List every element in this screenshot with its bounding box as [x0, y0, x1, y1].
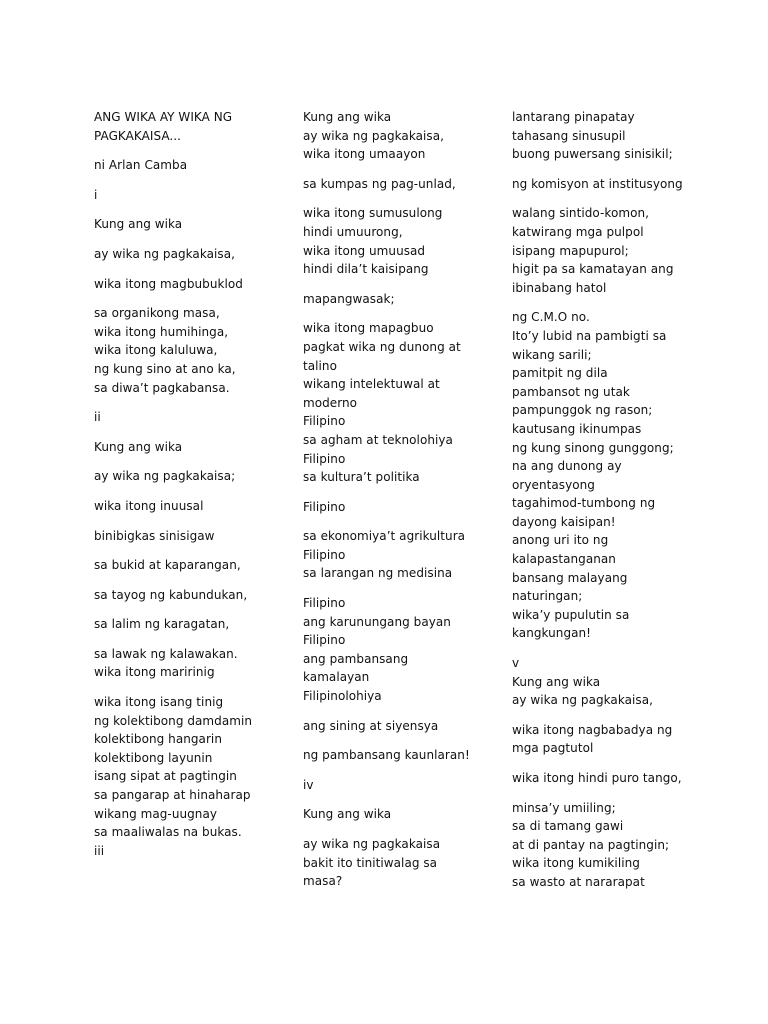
- poem-line: Kung ang wika: [303, 807, 392, 822]
- poem-line: wika itong sumusulong: [303, 206, 443, 221]
- stanza: [512, 204, 712, 297]
- stanza: [303, 717, 503, 736]
- stanza: [303, 527, 503, 583]
- poem-line: ng kung sino at ano ka,: [94, 361, 236, 376]
- stanza: [303, 746, 503, 765]
- stanza: [94, 556, 294, 575]
- poem-line: ng pambansang kaunlaran!: [303, 748, 470, 763]
- poem-line: anong uri ito ng: [512, 533, 609, 548]
- poem-line: naturingan;: [512, 589, 583, 604]
- poem-line: kalapastanganan: [512, 552, 616, 567]
- poem-line: kolektibong hangarin: [94, 732, 222, 747]
- stanza: [303, 204, 503, 278]
- stanza: [94, 645, 294, 682]
- stanza: [94, 408, 294, 427]
- stanza: [94, 467, 294, 486]
- poem-line: ang pambansang: [303, 651, 409, 666]
- poem-line: sa kultura’t politika: [303, 470, 420, 485]
- poem-line: bansang malayang: [512, 570, 628, 585]
- poem-column-1: [94, 108, 294, 871]
- stanza: [512, 799, 712, 892]
- stanza: [94, 527, 294, 546]
- poem-line: sa bukid at kaparangan,: [94, 558, 241, 573]
- poem-line: sa diwa’t pagkabansa.: [94, 380, 230, 395]
- poem-line: mapangwasak;: [303, 291, 395, 306]
- poem-line: iv: [303, 777, 314, 792]
- poem-line: wika itong isang tinig: [94, 695, 224, 710]
- poem-line: masa?: [303, 874, 343, 889]
- poem-line: tahasang sinusupil: [512, 128, 626, 143]
- poem-line: Filipino: [303, 499, 346, 514]
- stanza: [94, 438, 294, 457]
- poem-line: ng kung sinong gunggong;: [512, 440, 674, 455]
- poem-line: pagkat wika ng dunong at: [303, 339, 461, 354]
- poem-line: wika itong maririnig: [94, 665, 215, 680]
- poem-line: ANG WIKA AY WIKA NG: [94, 110, 233, 124]
- poem-line: Kung ang wika: [94, 439, 183, 454]
- poem-line: Kung ang wika: [94, 217, 183, 232]
- poem-line: oryentasyong: [512, 477, 595, 492]
- poem-line: walang sintido-komon,: [512, 206, 649, 221]
- stanza: [94, 615, 294, 634]
- poem-line: pampunggok ng rason;: [512, 403, 653, 418]
- poem-line: wikang intelektuwal at: [303, 377, 440, 392]
- poem-line: bakit ito tinitiwalag sa: [303, 855, 438, 870]
- poem-line: wika itong umuusad: [303, 243, 426, 258]
- poem-line: wika itong kumikiling: [512, 856, 640, 871]
- poem-line: wika itong inuusal: [94, 498, 204, 513]
- poem-line: higit pa sa kamatayan ang: [512, 262, 674, 277]
- poem-column-2: [303, 108, 503, 902]
- stanza: [303, 108, 503, 164]
- stanza: [303, 805, 503, 824]
- poem-line: mga pagtutol: [512, 741, 594, 756]
- stanza: [512, 175, 712, 194]
- poem-line: binibigkas sinisigaw: [94, 528, 215, 543]
- stanza: [512, 769, 712, 788]
- poem-line: i: [94, 187, 98, 202]
- poem-line: sa kumpas ng pag-unlad,: [303, 176, 456, 191]
- poem-line: wikang mag-uugnay: [94, 806, 218, 821]
- stanza: [94, 186, 294, 205]
- poem-line: wika itong kaluluwa,: [94, 343, 218, 358]
- stanza: [303, 290, 503, 309]
- poem-line: at di pantay na pagtingin;: [512, 837, 670, 852]
- poem-line: sa pangarap at hinaharap: [94, 788, 251, 803]
- poem-line: talino: [303, 358, 337, 373]
- stanza: [94, 245, 294, 264]
- poem-line: wikang sarili;: [512, 347, 592, 362]
- poem-line: ay wika ng pagkakaisa,: [512, 693, 653, 708]
- stanza: [303, 175, 503, 194]
- poem-line: wika’y pupulutin sa: [512, 607, 630, 622]
- poem-column-3: [512, 108, 712, 903]
- poem-line: sa tayog ng kabundukan,: [94, 587, 248, 602]
- poem-line: PAGKAKAISA...: [94, 128, 181, 143]
- poem-line: hindi dila’t kaisipang: [303, 262, 429, 277]
- poem-line: moderno: [303, 395, 358, 410]
- poem-line: sa organikong masa,: [94, 306, 220, 321]
- poem-line: ng kolektibong damdamin: [94, 713, 253, 728]
- poem-line: ang sining at siyensya: [303, 718, 439, 733]
- poem-line: ng komisyon at institusyong: [512, 176, 683, 191]
- poem-line: iii: [94, 843, 105, 858]
- poem-line: kamalayan: [303, 670, 370, 685]
- poem-line: Filipino: [303, 451, 346, 466]
- poem-line: sa wasto at nararapat: [512, 874, 645, 889]
- poem-line: ay wika ng pagkakaisa: [303, 837, 441, 851]
- stanza: [303, 776, 503, 795]
- poem-line: ni Arlan Camba: [94, 158, 188, 173]
- stanza: [94, 108, 294, 145]
- poem-line: ay wika ng pagkakaisa,: [303, 128, 444, 143]
- stanza: [94, 693, 294, 860]
- stanza: [94, 215, 294, 234]
- poem-line: pambansot ng utak: [512, 384, 630, 399]
- stanza: [512, 721, 712, 758]
- poem-line: Kung ang wika: [303, 110, 392, 124]
- poem-line: sa di tamang gawi: [512, 819, 624, 834]
- poem-line: kautusang ikinumpas: [512, 421, 642, 436]
- poem-line: sa lalim ng karagatan,: [94, 617, 230, 632]
- poem-line: ng C.M.O no.: [512, 310, 590, 325]
- poem-line: wika itong hindi puro tango,: [512, 771, 682, 785]
- poem-line: pamitpit ng dila: [512, 366, 608, 381]
- poem-line: Filipino: [303, 547, 346, 562]
- stanza: [94, 586, 294, 605]
- poem-line: kangkungan!: [512, 626, 592, 641]
- poem-line: hindi umuurong,: [303, 224, 403, 239]
- poem-line: sa agham at teknolohiya: [303, 432, 453, 447]
- poem-line: katwirang mga pulpol: [512, 224, 644, 239]
- poem-line: isipang mapupurol;: [512, 243, 629, 258]
- poem-line: Filipino: [303, 633, 346, 648]
- poem-line: wika itong nagbabadya ng: [512, 722, 673, 737]
- poem-line: ay wika ng pagkakaisa,: [94, 246, 235, 261]
- poem-line: Filipino: [303, 596, 346, 611]
- stanza: [512, 654, 712, 710]
- poem-line: na ang dunong ay: [512, 459, 622, 474]
- poem-line: buong puwersang sinisikil;: [512, 147, 673, 162]
- stanza: [512, 308, 712, 643]
- stanza: [303, 319, 503, 486]
- poem-line: kolektibong layunin: [94, 750, 213, 765]
- poem-line: lantarang pinapatay: [512, 110, 635, 124]
- poem-line: wika itong humihinga,: [94, 324, 229, 339]
- poem-line: Kung ang wika: [512, 674, 601, 689]
- poem-line: Ito’y lubid na pambigti sa: [512, 328, 667, 343]
- poem-line: ay wika ng pagkakaisa;: [94, 469, 236, 484]
- stanza: [94, 304, 294, 397]
- poem-line: wika itong magbubuklod: [94, 276, 243, 291]
- stanza: [303, 594, 503, 706]
- stanza: [94, 275, 294, 294]
- poem-line: dayong kaisipan!: [512, 514, 616, 529]
- poem-line: tagahimod-tumbong ng: [512, 496, 656, 511]
- poem-line: Filipinolohiya: [303, 689, 382, 704]
- stanza: [303, 498, 503, 517]
- stanza: [94, 497, 294, 516]
- poem-line: wika itong umaayon: [303, 147, 426, 162]
- poem-line: minsa’y umiiling;: [512, 800, 616, 815]
- poem-line: sa larangan ng medisina: [303, 566, 453, 581]
- poem-line: wika itong mapagbuo: [303, 321, 434, 336]
- stanza: [303, 835, 503, 891]
- poem-line: v: [512, 656, 520, 671]
- poem-line: sa maaliwalas na bukas.: [94, 825, 242, 840]
- poem-line: isang sipat at pagtingin: [94, 769, 237, 784]
- poem-line: Filipino: [303, 414, 346, 429]
- stanza: [94, 156, 294, 175]
- poem-line: ii: [94, 410, 101, 425]
- poem-line: ang karunungang bayan: [303, 614, 451, 629]
- poem-line: sa ekonomiya’t agrikultura: [303, 529, 466, 544]
- poem-line: sa lawak ng kalawakan.: [94, 646, 238, 661]
- stanza: [512, 108, 712, 164]
- poem-line: ibinabang hatol: [512, 280, 607, 295]
